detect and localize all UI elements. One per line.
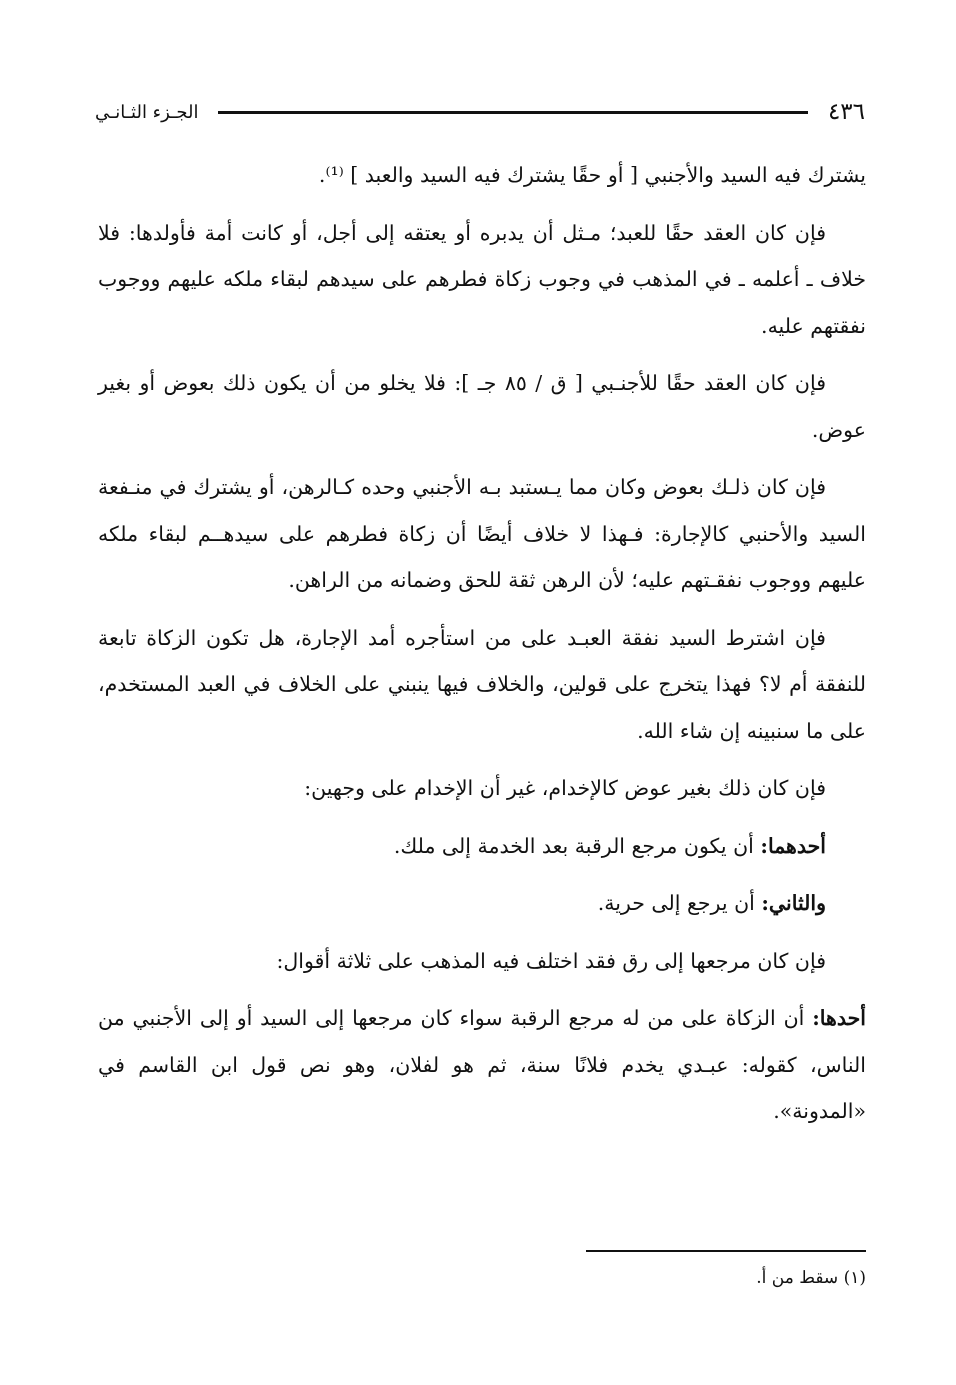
paragraph-6: فإن كان ذلك بغير عوض كالإخدام، غير أن الإخدام على وجهين: bbox=[304, 776, 826, 800]
paragraph-8 bbox=[98, 880, 866, 927]
paragraph-2: فإن كان العقد حقًا للعبد؛ مـثل أن يدبره أو يعتقه إلى أجل، أو كانت أمة فأولدها: فلا خلاف ـ أعلمه ـ في المذهب في وجوب زكاة فطرهم على سيدهم لبقاء ملكه عليهم ووجوب نفقتهم عليه. bbox=[98, 220, 866, 338]
label-first: أحدهما: bbox=[760, 833, 826, 858]
page-header bbox=[95, 92, 865, 132]
label-first-fem: أحدها: bbox=[812, 1006, 866, 1030]
paragraph-7-text: أن يكون مرجع الرقبة بعد الخدمة إلى ملك. bbox=[393, 833, 754, 858]
body-text bbox=[98, 152, 866, 1135]
paragraph-7 bbox=[98, 823, 866, 870]
running-title: الجـزء الثـانـي bbox=[95, 101, 199, 123]
paragraph-10 bbox=[98, 995, 866, 1135]
footnote: (١) سقط من أ. bbox=[756, 1268, 866, 1288]
paragraph-3: فإن كان العقد حقًا للأجنـبي [ ق / ٨٥ جـ ]: فلا يخلو من أن يكون ذلك بعوض أو بغير عوض. bbox=[98, 371, 866, 442]
paragraph-8-text: أن يرجع إلى حرية. bbox=[597, 891, 755, 915]
page-number: ٤٣٦ bbox=[827, 99, 865, 125]
paragraph-9: فإن كان مرجعها إلى رق فقد اختلف فيه المذهب على ثلاثة أقوال: bbox=[276, 948, 826, 973]
header-rule bbox=[218, 111, 807, 114]
paragraph-1: يشترك فيه السيد والأجنبي [ أو حقًا يشترك فيه السيد والعبد ] ⁽¹⁾. bbox=[318, 163, 866, 187]
paragraph-10-text: أن الزكاة على من له مرجع الرقبة سواء كان مرجعها إلى السيد أو إلى الأجنبي من الناس، كقوله: عبـدي يخدم فلانًا سنة، ثم هو لفلان، وهو نص قول ابن القاسم في «المدونة». bbox=[98, 1006, 866, 1123]
footnote-rule bbox=[586, 1250, 866, 1252]
label-second: والثاني: bbox=[761, 891, 826, 915]
paragraph-4: فإن كان ذلـك بعوض وكان مما يـستبد بـه الأجنبي وحده كـالرهن، أو يشترك في منـفعة السيد والأحنبي كالإجارة: فـهذا لا خلاف أيضًا أن زكاة فطرهم على سيدهــم لبقاء ملكه عليهم ووجوب نفقـتهم عليه؛ لأن الرهن ثقة للحق وضمانه من الراهن. bbox=[98, 475, 866, 592]
paragraph-5: فإن اشترط السيد نفقة العبـد على من استأجره أمد الإجارة، هل تكون الزكاة تابعة للنفقة أم لا؟ فهذا يتخرج على قولين، والخلاف فيها ينبني على الخلاف في العبد المستخدم، على ما سنبينه إن شاء الله. bbox=[98, 625, 866, 743]
